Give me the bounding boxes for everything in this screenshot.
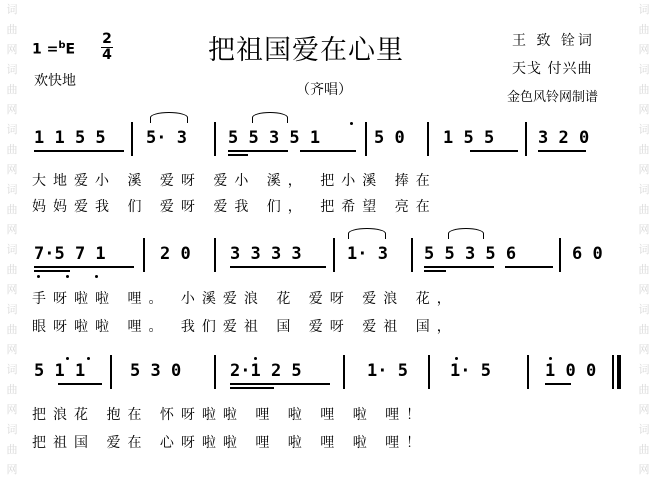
watermark-char: 词 bbox=[638, 183, 650, 196]
lyrics-verse-1: 把浪花 抱在 怀呀啦啦 哩 啦 哩 啦 哩！ bbox=[32, 407, 428, 423]
measure: 1 1 5 5 bbox=[34, 128, 106, 148]
time-signature bbox=[100, 32, 114, 63]
watermark-char: 网 bbox=[638, 283, 650, 296]
watermark-char: 曲 bbox=[638, 23, 650, 36]
key-prefix: 1 = bbox=[32, 41, 59, 58]
lyrics-verse-1: 手呀啦啦 哩。 小溪爱浪 花 爱呀 爱浪 花， bbox=[32, 291, 458, 307]
measure: 5 5 3 5 6 bbox=[424, 244, 517, 264]
watermark-char: 词 bbox=[638, 63, 650, 76]
watermark-char: 曲 bbox=[6, 323, 18, 336]
measure: 5 1 1 bbox=[34, 361, 86, 381]
watermark-char: 词 bbox=[638, 303, 650, 316]
watermark-char: 词 bbox=[6, 423, 18, 436]
watermark-char: 词 bbox=[638, 363, 650, 376]
watermark-char: 网 bbox=[638, 223, 650, 236]
watermark-char: 词 bbox=[638, 123, 650, 136]
watermark-char: 词 bbox=[6, 243, 18, 256]
watermark-char: 词 bbox=[6, 63, 18, 76]
watermark-char: 曲 bbox=[638, 83, 650, 96]
meter-top: 2 bbox=[102, 31, 112, 47]
tempo-marking: 欢快地 bbox=[34, 73, 76, 89]
watermark-char: 词 bbox=[6, 123, 18, 136]
measure: 1· 5 bbox=[367, 361, 408, 381]
measure: 3 3 3 3 bbox=[230, 244, 302, 264]
meter-bottom: 4 bbox=[102, 47, 112, 63]
watermark-char: 网 bbox=[638, 463, 650, 476]
measure: 6 0 bbox=[572, 244, 603, 264]
lyrics-verse-2: 眼呀啦啦 哩。 我们爱祖 国 爱呀 爱祖 国， bbox=[32, 319, 458, 335]
watermark-char: 网 bbox=[638, 343, 650, 356]
measure: 3 2 0 bbox=[538, 128, 590, 148]
watermark-left bbox=[4, 0, 20, 476]
watermark-char: 词 bbox=[6, 3, 18, 16]
watermark-char: 网 bbox=[638, 103, 650, 116]
watermark-char: 网 bbox=[6, 403, 18, 416]
watermark-char: 网 bbox=[6, 163, 18, 176]
lyrics-verse-2: 妈妈爱我 们 爱呀 爱我 们， 把希望 亮在 bbox=[32, 199, 437, 215]
composer-credit: 天戈 付兴曲 bbox=[512, 61, 593, 77]
watermark-char: 曲 bbox=[638, 383, 650, 396]
watermark-char: 曲 bbox=[6, 443, 18, 456]
lyricist-credit: 王 致 铨词 bbox=[512, 33, 595, 49]
watermark-char: 曲 bbox=[638, 263, 650, 276]
measure: 2·1 2 5 bbox=[230, 361, 302, 381]
watermark-char: 曲 bbox=[6, 83, 18, 96]
watermark-right bbox=[636, 0, 652, 476]
watermark-char: 曲 bbox=[6, 263, 18, 276]
watermark-char: 词 bbox=[6, 183, 18, 196]
measure: 5 3 0 bbox=[130, 361, 182, 381]
watermark-char: 曲 bbox=[638, 443, 650, 456]
watermark-char: 网 bbox=[638, 403, 650, 416]
watermark-char: 曲 bbox=[6, 23, 18, 36]
producer-credit: 金色风铃网制谱 bbox=[507, 90, 599, 105]
watermark-char: 网 bbox=[6, 283, 18, 296]
watermark-char: 词 bbox=[6, 363, 18, 376]
watermark-char: 网 bbox=[6, 463, 18, 476]
watermark-char: 网 bbox=[6, 103, 18, 116]
measure: 1· 3 bbox=[347, 244, 388, 264]
measure: 1 5 5 bbox=[443, 128, 495, 148]
watermark-char: 词 bbox=[638, 3, 650, 16]
measure: 7·5 7 1 bbox=[34, 244, 106, 264]
performance-mode: （齐唱） bbox=[296, 82, 352, 98]
song-title: 把祖国爱在心里 bbox=[208, 35, 404, 66]
watermark-char: 网 bbox=[638, 163, 650, 176]
lyrics-verse-1: 大地爱小 溪 爱呀 爱小 溪， 把小溪 捧在 bbox=[32, 173, 437, 189]
watermark-char: 词 bbox=[638, 423, 650, 436]
watermark-char: 曲 bbox=[6, 383, 18, 396]
key-signature bbox=[32, 40, 75, 58]
measure: 1· 5 bbox=[450, 361, 491, 381]
watermark-char: 词 bbox=[638, 243, 650, 256]
lyrics-verse-2: 把祖国 爱在 心呀啦啦 哩 啦 哩 啦 哩！ bbox=[32, 435, 428, 451]
watermark-char: 网 bbox=[638, 43, 650, 56]
measure: 5· 3 bbox=[146, 128, 187, 148]
key-flat: b bbox=[58, 40, 66, 51]
measure: 5 0 bbox=[374, 128, 405, 148]
watermark-char: 曲 bbox=[638, 323, 650, 336]
watermark-char: 网 bbox=[6, 43, 18, 56]
watermark-char: 曲 bbox=[6, 143, 18, 156]
measure: 5 5 3 5 1 bbox=[228, 128, 321, 148]
measure: 2 0 bbox=[160, 244, 191, 264]
watermark-char: 曲 bbox=[638, 203, 650, 216]
watermark-char: 曲 bbox=[638, 143, 650, 156]
watermark-char: 网 bbox=[6, 343, 18, 356]
watermark-char: 曲 bbox=[6, 203, 18, 216]
key-letter: E bbox=[65, 41, 76, 58]
watermark-char: 词 bbox=[6, 303, 18, 316]
watermark-char: 网 bbox=[6, 223, 18, 236]
measure: 1 0 0 bbox=[545, 361, 597, 381]
